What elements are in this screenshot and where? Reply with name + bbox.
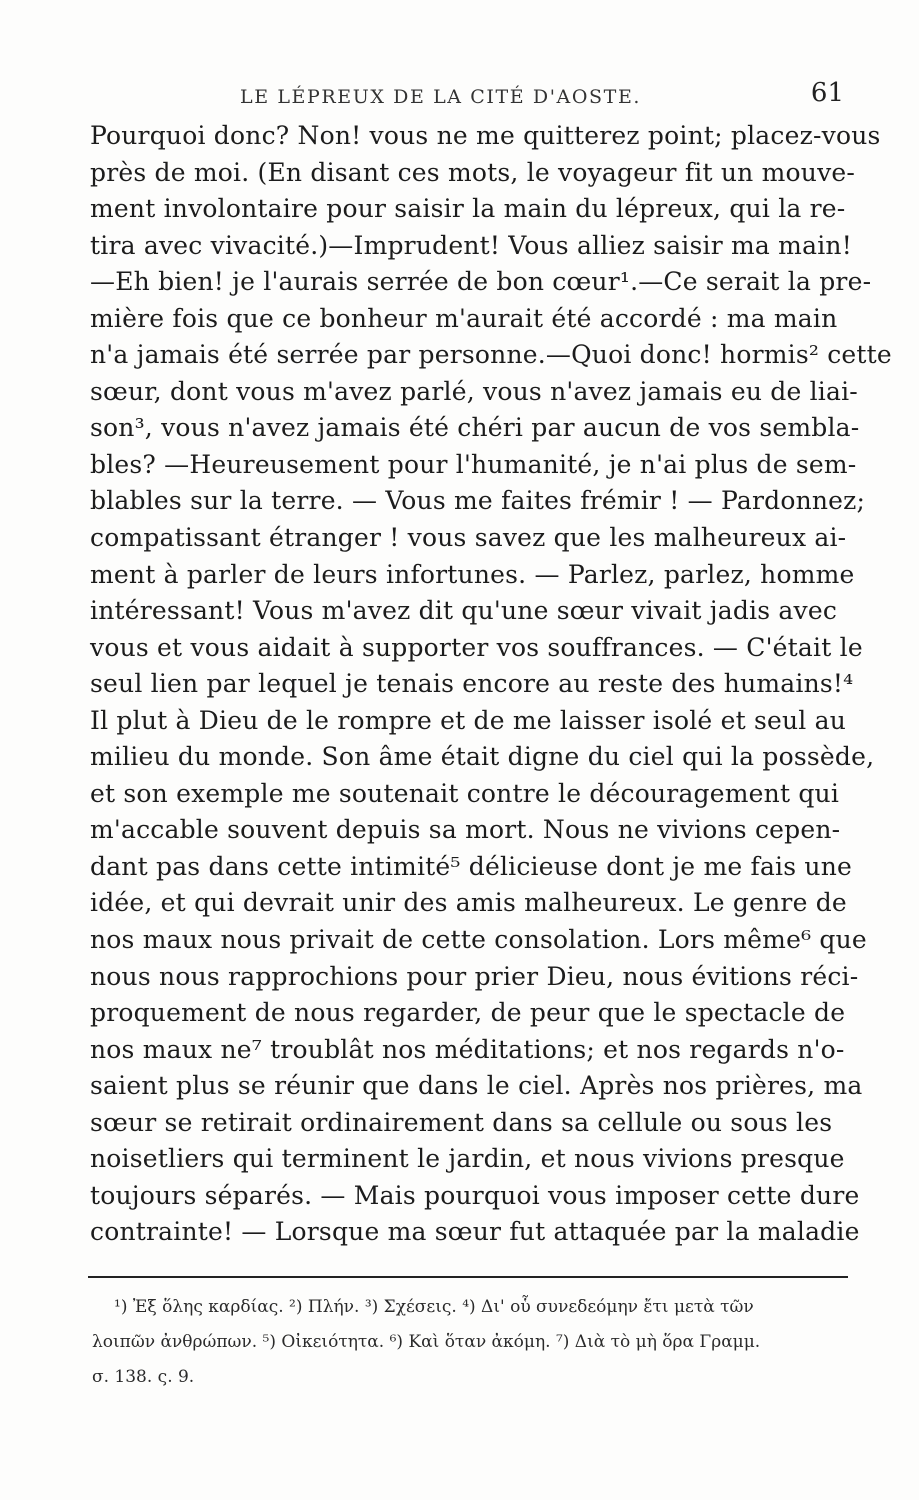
body-text — [90, 118, 892, 1251]
text-line: bles? —Heureusement pour l'humanité, je n'ai plus de sem- — [90, 449, 857, 479]
running-head — [90, 78, 850, 112]
text-line: contrainte! — Lorsque ma sœur fut attaquée par la maladie — [90, 1217, 860, 1247]
text-line: et son exemple me soutenait contre le découragement qui — [90, 778, 840, 808]
footnotes — [92, 1290, 852, 1395]
text-line: milieu du monde. Son âme était digne du ciel qui la possède, — [90, 742, 875, 772]
text-line: noisetliers qui terminent le jardin, et nous vivions presque — [90, 1144, 845, 1174]
text-line: proquement de nous regarder, de peur que le spectacle de — [90, 998, 846, 1028]
footnote-line: λοιπῶν ἀνθρώπων. ⁵) Οἰκειότητα. ⁶) Καὶ ὅταν ἀκόμη. ⁷) Διὰ τὸ μὴ ὅρα Γραμμ. — [92, 1332, 761, 1352]
text-line: sœur se retirait ordinairement dans sa cellule ou sous les — [90, 1107, 833, 1137]
footnote-line: ¹) Ἐξ ὅλης καρδίας. ²) Πλήν. ³) Σχέσεις. ⁴) Δι' οὗ συνεδεόμην ἔτι μετὰ τῶν — [114, 1297, 754, 1317]
text-line: n'a jamais été serrée par personne.—Quoi donc! hormis² cette — [90, 340, 892, 370]
text-line: —Eh bien! je l'aurais serrée de bon cœur¹.—Ce serait la pre- — [90, 267, 872, 297]
footnote-line: σ. 138. ς. 9. — [92, 1367, 195, 1387]
text-line: près de moi. (En disant ces mots, le voyageur fit un mouve- — [90, 157, 856, 187]
text-line: toujours séparés. — Mais pourquoi vous imposer cette dure — [90, 1180, 860, 1210]
text-line: seul lien par lequel je tenais encore au reste des humains!⁴ — [90, 669, 854, 699]
text-line: vous et vous aidait à supporter vos souffrances. — C'était le — [90, 632, 863, 662]
text-line: idée, et qui devrait unir des amis malheureux. Le genre de — [90, 888, 847, 918]
text-line: nos maux nous privait de cette consolation. Lors même⁶ que — [90, 925, 867, 955]
page-number: 61 — [810, 78, 844, 108]
text-line: ment à parler de leurs infortunes. — Parlez, parlez, homme — [90, 559, 855, 589]
text-line: blables sur la terre. — Vous me faites frémir ! — Pardonnez; — [90, 486, 866, 516]
text-line: sœur, dont vous m'avez parlé, vous n'avez jamais eu de liai- — [90, 376, 858, 406]
text-line: dant pas dans cette intimité⁵ délicieuse dont je me fais une — [90, 851, 853, 881]
text-line: tira avec vivacité.)—Imprudent! Vous alliez saisir ma main! — [90, 230, 852, 260]
text-line: intéressant! Vous m'avez dit qu'une sœur vivait jadis avec — [90, 596, 838, 626]
text-line: compatissant étranger ! vous savez que les malheureux ai- — [90, 523, 847, 553]
text-line: ment involontaire pour saisir la main du lépreux, qui la re- — [90, 194, 846, 224]
running-title: LE LÉPREUX DE LA CITÉ D'AOSTE. — [240, 86, 642, 108]
text-line: Il plut à Dieu de le rompre et de me laisser isolé et seul au — [90, 705, 847, 735]
text-line: mière fois que ce bonheur m'aurait été accordé : ma main — [90, 303, 838, 333]
text-line: Pourquoi donc? Non! vous ne me quitterez point; placez-vous — [90, 121, 881, 150]
text-line: saient plus se réunir que dans le ciel. Après nos prières, ma — [90, 1071, 863, 1101]
text-line: son³, vous n'avez jamais été chéri par aucun de vos sembla- — [90, 413, 860, 443]
text-line: nos maux ne⁷ troublât nos méditations; et nos regards n'o- — [90, 1034, 845, 1064]
footnote-divider — [88, 1276, 848, 1278]
text-line: m'accable souvent depuis sa mort. Nous ne vivions cepen- — [90, 815, 841, 845]
text-line: nous nous rapprochions pour prier Dieu, nous évitions réci- — [90, 961, 859, 991]
